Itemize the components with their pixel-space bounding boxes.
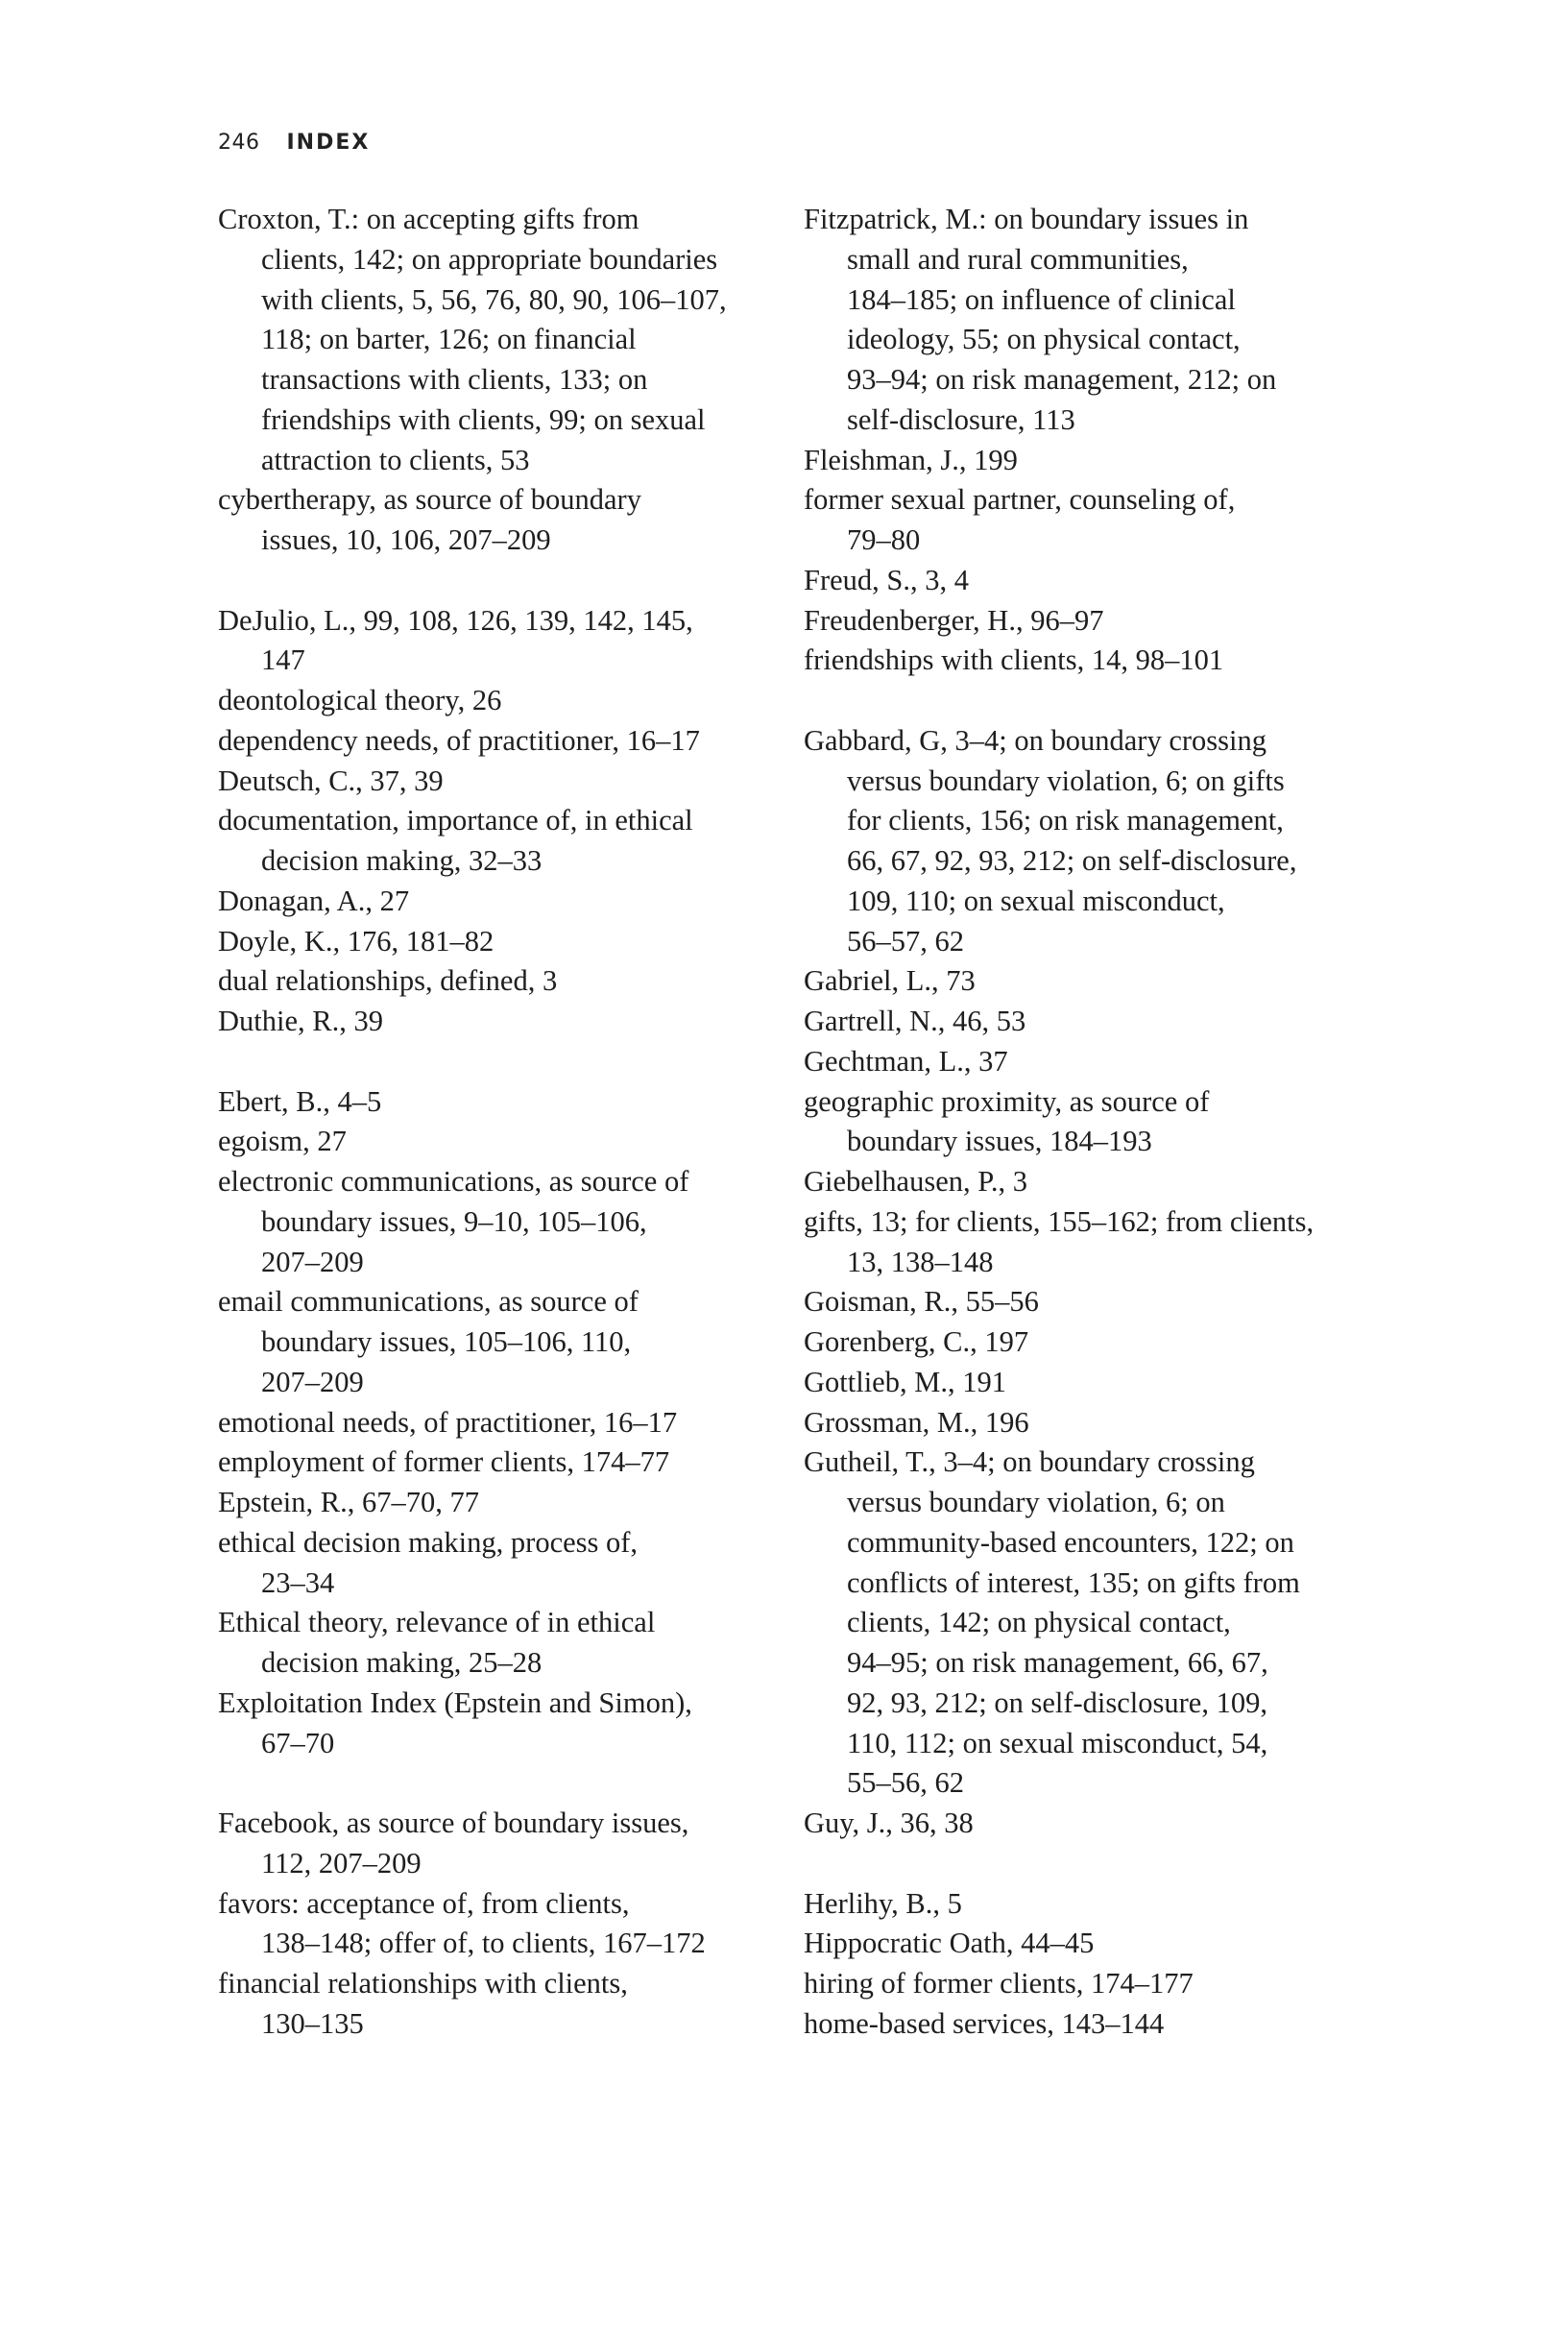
index-entry bbox=[804, 1082, 1361, 1163]
index-entry-heading-line: email communications, as source of bbox=[218, 1285, 639, 1319]
index-column-right bbox=[804, 200, 1361, 2045]
index-entry-continuation-line: 207–209 bbox=[261, 1365, 364, 1398]
index-entry-heading-line: home-based services, 143–144 bbox=[804, 2006, 1165, 2040]
index-entry-continuation-line: for clients, 156; on risk management, bbox=[847, 804, 1284, 837]
index-entry-heading-line: Fitzpatrick, M.: on boundary issues in bbox=[804, 203, 1249, 235]
index-entry-continuation-line: decision making, 25–28 bbox=[261, 1646, 543, 1679]
index-entry bbox=[218, 1523, 775, 1604]
index-entry bbox=[804, 1202, 1361, 1283]
index-letter-group bbox=[804, 721, 1361, 1844]
index-entry bbox=[218, 681, 775, 721]
index-entry-continuation-line: clients, 142; on physical contact, bbox=[847, 1606, 1231, 1639]
index-entry-heading-line: Croxton, T.: on accepting gifts from bbox=[218, 203, 639, 235]
index-entry-continuation-line: 56–57, 62 bbox=[847, 924, 964, 958]
index-entry-continuation-line: 147 bbox=[261, 643, 305, 677]
index-entry-heading-line: dual relationships, defined, 3 bbox=[218, 964, 558, 998]
index-entry-continuation-line: versus boundary violation, 6; on bbox=[847, 1486, 1225, 1518]
index-entry-continuation-line: 207–209 bbox=[261, 1245, 364, 1278]
index-entry-heading-line: documentation, importance of, in ethical bbox=[218, 804, 693, 837]
index-entry-heading-line: Goisman, R., 55–56 bbox=[804, 1285, 1039, 1319]
index-entry-continuation-line: boundary issues, 184–193 bbox=[847, 1125, 1152, 1158]
index-entry bbox=[218, 1603, 775, 1684]
index-letter-group bbox=[804, 200, 1361, 681]
index-entry-heading-line: Gabriel, L., 73 bbox=[804, 964, 976, 998]
index-entry-heading-line: friendships with clients, 14, 98–101 bbox=[804, 643, 1224, 677]
index-entry-continuation-line: self-disclosure, 113 bbox=[847, 402, 1075, 436]
index-entry bbox=[804, 721, 1361, 962]
index-entry-continuation-line: attraction to clients, 53 bbox=[261, 443, 530, 476]
index-entry-heading-line: Gorenberg, C., 197 bbox=[804, 1325, 1029, 1358]
letter-group-spacer bbox=[218, 561, 775, 601]
index-entry-heading-line: Epstein, R., 67–70, 77 bbox=[218, 1486, 479, 1518]
index-entry bbox=[804, 1804, 1361, 1844]
page-header bbox=[218, 131, 370, 156]
index-entry-heading-line: emotional needs, of practitioner, 16–17 bbox=[218, 1405, 678, 1439]
index-column-left bbox=[218, 200, 775, 2045]
index-entry-heading-line: Giebelhausen, P., 3 bbox=[804, 1165, 1027, 1198]
index-entry-heading-line: Freudenberger, H., 96–97 bbox=[804, 603, 1104, 637]
index-entry-heading-line: Gottlieb, M., 191 bbox=[804, 1365, 1006, 1398]
page-number: 246 bbox=[218, 131, 260, 155]
index-entry-heading-line: Hippocratic Oath, 44–45 bbox=[804, 1927, 1095, 1960]
index-entry-continuation-line: boundary issues, 9–10, 105–106, bbox=[261, 1204, 647, 1238]
letter-group-spacer bbox=[804, 681, 1361, 721]
index-entry bbox=[804, 1162, 1361, 1202]
index-entry bbox=[218, 1162, 775, 1282]
index-entry bbox=[218, 1122, 775, 1162]
index-entry bbox=[804, 1322, 1361, 1363]
index-entry-heading-line: Ebert, B., 4–5 bbox=[218, 1084, 382, 1118]
index-entry bbox=[804, 1403, 1361, 1443]
index-entry-continuation-line: 112, 207–209 bbox=[261, 1846, 422, 1879]
index-entry-heading-line: Exploitation Index (Epstein and Simon), bbox=[218, 1685, 692, 1719]
index-entry-heading-line: DeJulio, L., 99, 108, 126, 139, 142, 145, bbox=[218, 603, 693, 637]
index-entry-continuation-line: 94–95; on risk management, 66, 67, bbox=[847, 1646, 1268, 1679]
index-entry-continuation-line: clients, 142; on appropriate boundaries bbox=[261, 242, 718, 276]
index-entry-heading-line: gifts, 13; for clients, 155–162; from clients, bbox=[804, 1204, 1315, 1238]
index-entry bbox=[218, 200, 775, 480]
index-entry bbox=[218, 1002, 775, 1042]
index-letter-group bbox=[804, 1884, 1361, 2045]
index-entry bbox=[218, 801, 775, 882]
index-entry bbox=[804, 1042, 1361, 1082]
index-entry-continuation-line: conflicts of interest, 135; on gifts from bbox=[847, 1565, 1300, 1599]
index-entry bbox=[804, 1282, 1361, 1322]
index-entry-heading-line: former sexual partner, counseling of, bbox=[804, 483, 1236, 517]
index-entry bbox=[804, 961, 1361, 1002]
index-entry-heading-line: cybertherapy, as source of boundary bbox=[218, 483, 641, 517]
index-entry-heading-line: Doyle, K., 176, 181–82 bbox=[218, 924, 495, 958]
index-entry-heading-line: Gutheil, T., 3–4; on boundary crossing bbox=[804, 1445, 1255, 1479]
index-entry-heading-line: Gechtman, L., 37 bbox=[804, 1044, 1008, 1078]
index-letter-group bbox=[218, 200, 775, 561]
index-entry-continuation-line: versus boundary violation, 6; on gifts bbox=[847, 764, 1285, 797]
index-entry bbox=[804, 1443, 1361, 1804]
index-entry-continuation-line: 109, 110; on sexual misconduct, bbox=[847, 884, 1225, 917]
letter-group-spacer bbox=[804, 1844, 1361, 1884]
index-entry bbox=[218, 601, 775, 682]
index-entry bbox=[218, 882, 775, 922]
index-entry-continuation-line: 79–80 bbox=[847, 523, 921, 556]
index-entry bbox=[804, 480, 1361, 561]
index-entry bbox=[218, 480, 775, 561]
index-entry-heading-line: favors: acceptance of, from clients, bbox=[218, 1886, 630, 1920]
index-entry-heading-line: Donagan, A., 27 bbox=[218, 884, 410, 917]
index-entry-heading-line: Fleishman, J., 199 bbox=[804, 443, 1018, 476]
index-letter-group bbox=[218, 601, 775, 1042]
index-letter-group bbox=[218, 1082, 775, 1764]
index-entry-heading-line: geographic proximity, as source of bbox=[804, 1084, 1210, 1118]
index-entry bbox=[218, 1483, 775, 1523]
index-entry-heading-line: Gabbard, G, 3–4; on boundary crossing bbox=[804, 723, 1266, 757]
index-entry-heading-line: Grossman, M., 196 bbox=[804, 1405, 1029, 1439]
index-entry-continuation-line: decision making, 32–33 bbox=[261, 844, 543, 877]
letter-group-spacer bbox=[218, 1763, 775, 1804]
index-entry-heading-line: electronic communications, as source of bbox=[218, 1165, 689, 1198]
index-entry bbox=[804, 1924, 1361, 1964]
index-entry-heading-line: egoism, 27 bbox=[218, 1125, 347, 1158]
index-entry-continuation-line: 93–94; on risk management, 212; on bbox=[847, 363, 1277, 396]
index-entry-continuation-line: ideology, 55; on physical contact, bbox=[847, 323, 1241, 356]
index-entry-heading-line: financial relationships with clients, bbox=[218, 1967, 628, 2000]
index-entry bbox=[804, 561, 1361, 601]
index-entry-continuation-line: 23–34 bbox=[261, 1565, 335, 1599]
index-entry-heading-line: employment of former clients, 174–77 bbox=[218, 1445, 670, 1479]
index-entry bbox=[218, 721, 775, 762]
index-entry-heading-line: Herlihy, B., 5 bbox=[804, 1886, 962, 1920]
index-entry bbox=[804, 441, 1361, 481]
index-entry-continuation-line: issues, 10, 106, 207–209 bbox=[261, 523, 551, 556]
index-entry-continuation-line: 110, 112; on sexual misconduct, 54, bbox=[847, 1726, 1268, 1759]
index-entry-heading-line: Ethical theory, relevance of in ethical bbox=[218, 1606, 656, 1639]
index-entry-heading-line: dependency needs, of practitioner, 16–17 bbox=[218, 723, 700, 757]
index-entry-heading-line: Duthie, R., 39 bbox=[218, 1005, 383, 1037]
index-entry bbox=[218, 1684, 775, 1764]
running-head: INDEX bbox=[286, 131, 371, 155]
index-entry-continuation-line: 184–185; on influence of clinical bbox=[847, 282, 1236, 316]
index-entry bbox=[218, 1884, 775, 1965]
index-entry bbox=[218, 922, 775, 962]
index-entry bbox=[218, 961, 775, 1002]
index-entry bbox=[804, 1363, 1361, 1403]
index-entry-heading-line: deontological theory, 26 bbox=[218, 684, 502, 716]
index-entry-heading-line: Gartrell, N., 46, 53 bbox=[804, 1005, 1026, 1037]
index-entry-continuation-line: boundary issues, 105–106, 110, bbox=[261, 1325, 632, 1358]
index-entry bbox=[218, 1282, 775, 1402]
index-entry-heading-line: Facebook, as source of boundary issues, bbox=[218, 1806, 689, 1839]
index-entry-continuation-line: with clients, 5, 56, 76, 80, 90, 106–107, bbox=[261, 282, 727, 316]
index-entry-heading-line: Deutsch, C., 37, 39 bbox=[218, 764, 444, 797]
index-entry-continuation-line: friendships with clients, 99; on sexual bbox=[261, 402, 706, 436]
index-entry-continuation-line: 118; on barter, 126; on financial bbox=[261, 323, 637, 356]
index-entry-continuation-line: community-based encounters, 122; on bbox=[847, 1525, 1294, 1559]
index-entry-continuation-line: 130–135 bbox=[261, 2006, 364, 2040]
index-entry bbox=[218, 1804, 775, 1884]
index-entry bbox=[804, 601, 1361, 642]
index-entry bbox=[218, 1443, 775, 1483]
index-entry bbox=[218, 762, 775, 802]
index-entry-heading-line: ethical decision making, process of, bbox=[218, 1525, 639, 1559]
index-entry-continuation-line: 66, 67, 92, 93, 212; on self-disclosure, bbox=[847, 844, 1297, 877]
index-entry bbox=[804, 1964, 1361, 2004]
index-entry bbox=[218, 1403, 775, 1443]
index-entry-continuation-line: transactions with clients, 133; on bbox=[261, 363, 648, 396]
index-entry bbox=[804, 1002, 1361, 1042]
index-entry-heading-line: hiring of former clients, 174–177 bbox=[804, 1967, 1194, 2000]
index-entry bbox=[218, 1964, 775, 2045]
index-entry-continuation-line: 92, 93, 212; on self-disclosure, 109, bbox=[847, 1685, 1267, 1719]
index-entry-continuation-line: 67–70 bbox=[261, 1726, 335, 1759]
index-entry bbox=[218, 1082, 775, 1123]
index-entry bbox=[804, 200, 1361, 441]
index-entry bbox=[804, 2004, 1361, 2045]
index-entry bbox=[804, 1884, 1361, 1925]
index-entry bbox=[804, 641, 1361, 681]
index-entry-continuation-line: 13, 138–148 bbox=[847, 1245, 994, 1278]
index-letter-group bbox=[218, 1804, 775, 2045]
index-entry-heading-line: Guy, J., 36, 38 bbox=[804, 1806, 974, 1839]
index-entry-continuation-line: 55–56, 62 bbox=[847, 1766, 964, 1800]
index-entry-continuation-line: small and rural communities, bbox=[847, 242, 1189, 276]
index-entry-heading-line: Freud, S., 3, 4 bbox=[804, 563, 969, 596]
letter-group-spacer bbox=[218, 1042, 775, 1082]
index-entry-continuation-line: 138–148; offer of, to clients, 167–172 bbox=[261, 1927, 706, 1960]
